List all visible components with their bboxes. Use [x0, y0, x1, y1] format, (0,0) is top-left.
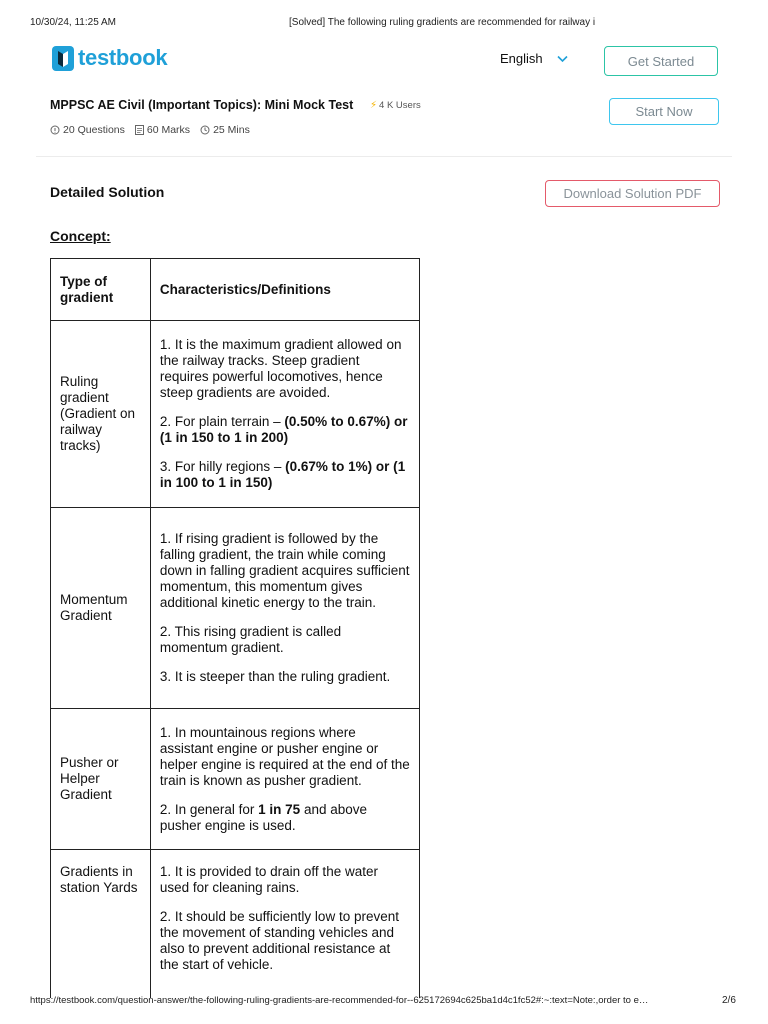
print-footer-url: https://testbook.com/question-answer/the-following-ruling-gradients-are-recommended-for--625172694c625ba1d4c1fc52#:~:text=Note:,order to e… [30, 995, 649, 1006]
chevron-down-icon [557, 55, 568, 63]
header-type: Type of gradient [51, 259, 151, 321]
print-page-number: 2/6 [722, 995, 736, 1006]
language-label: English [500, 51, 543, 66]
definition-point: 1. It is provided to drain off the water used for cleaning rains. [159, 864, 378, 895]
duration [200, 124, 250, 136]
brand-name: testbook [78, 45, 168, 70]
print-page-title: [Solved] The following ruling gradients are recommended for railway i [289, 17, 596, 28]
definition-point: 3. It is steeper than the ruling gradient. [159, 669, 391, 684]
table-row [51, 321, 420, 508]
row-definition [150, 850, 419, 999]
clock-icon [200, 125, 210, 135]
definition-point: 3. For hilly regions – (0.67% to 1%) or (1 in 100 to 1 in 150) [159, 459, 406, 490]
row-type: Pusher or Helper Gradient [51, 709, 151, 850]
document-icon [135, 125, 144, 135]
questions-label: 20 Questions [63, 124, 125, 136]
users-count-label: 4 K Users [379, 100, 421, 111]
definition-point: 2. It should be sufficiently low to prevent the movement of standing vehicles and also to prevent additional resistance at the start of vehicle. [159, 909, 399, 972]
questions-count [50, 124, 125, 136]
row-definition [150, 508, 419, 709]
header-characteristics: Characteristics/Definitions [150, 259, 419, 321]
marks-count [135, 124, 190, 136]
table-row [51, 508, 420, 709]
row-definition [150, 709, 419, 850]
gradient-table [50, 258, 420, 998]
row-type: Ruling gradient (Gradient on railway tracks) [51, 321, 151, 508]
duration-label: 25 Mins [213, 124, 250, 136]
definition-point: 2. This rising gradient is called momentum gradient. [159, 624, 342, 655]
print-datetime: 10/30/24, 11:25 AM [30, 17, 116, 28]
marks-label: 60 Marks [146, 124, 191, 136]
question-circle-icon [50, 125, 60, 135]
testbook-logo-icon [52, 46, 74, 71]
users-count [370, 100, 421, 111]
definition-point: 2. In general for 1 in 75 and above pusher engine is used. [159, 801, 367, 833]
detailed-solution-heading: Detailed Solution [50, 184, 165, 200]
row-type: Momentum Gradient [51, 508, 151, 709]
row-definition [150, 321, 419, 508]
lightning-icon: ⚡ [370, 100, 378, 111]
definition-point: 2. For plain terrain – (0.50% to 0.67%) or (1 in 150 to 1 in 200) [159, 414, 408, 445]
table-header-row [51, 259, 420, 321]
definition-point: 1. It is the maximum gradient allowed on the railway tracks. Steep gradient requires powerful locomotives, hence steep gradients are avoided. [159, 337, 402, 400]
definition-point: 1. If rising gradient is followed by the falling gradient, the train while coming down in falling gradient acquires sufficient momentum, this momentum gives additional kinetic energy to the train. [159, 531, 410, 610]
get-started-button[interactable]: Get Started [604, 46, 718, 76]
test-meta [50, 124, 250, 136]
brand-logo[interactable] [52, 45, 167, 71]
table-row [51, 850, 420, 999]
concept-label: Concept: [50, 228, 111, 244]
row-type: Gradients in station Yards [51, 850, 151, 999]
start-now-button[interactable]: Start Now [609, 98, 719, 125]
download-solution-pdf-button[interactable]: Download Solution PDF [545, 180, 720, 207]
definition-point: 1. In mountainous regions where assistant engine or pusher engine or helper engine is required at the end of the train is known as pusher gradient. [159, 724, 410, 788]
test-title: MPPSC AE Civil (Important Topics): Mini Mock Test [50, 98, 354, 112]
mock-test-card [36, 88, 732, 157]
language-selector[interactable] [500, 51, 568, 66]
gradient-table-wrapper [50, 258, 420, 998]
table-row [51, 709, 420, 850]
